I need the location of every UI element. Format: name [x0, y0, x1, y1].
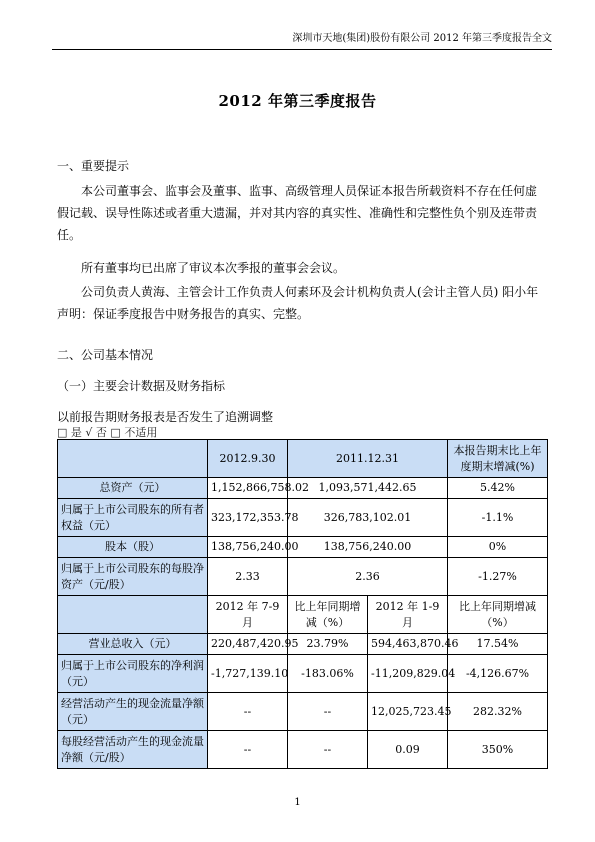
table-cell: 5.42%: [448, 478, 548, 499]
table-row: [58, 731, 548, 769]
table-row: [58, 655, 548, 693]
paragraph-board-guarantee: 本公司董事会、监事会及董事、监事、高级管理人员保证本报告所载资料不存在任何虚假记载、误导性陈述或者重大遗漏，并对其内容的真实性、准确性和完整性负个别及连带责任。: [57, 184, 538, 242]
table-row: [58, 693, 548, 731]
table-cell: 323,172,353.78: [208, 499, 288, 537]
checkbox-yes: □: [57, 426, 68, 439]
table-cell: --: [208, 731, 288, 769]
table-cell: 138,756,240.00: [288, 537, 448, 558]
row-label: 每股经营活动产生的现金流量净额（元/股）: [58, 731, 208, 769]
table-cell: -4,126.67%: [448, 655, 548, 693]
table-cell: 0.09: [368, 731, 448, 769]
table-cell: 2.36: [288, 558, 448, 596]
table-cell: 0%: [448, 537, 548, 558]
header-cell-empty: [58, 440, 208, 478]
table-cell: 1,152,866,758.02: [208, 478, 288, 499]
row-label: 经营活动产生的现金流量净额（元）: [58, 693, 208, 731]
header-cell-2011-12-31: 2011.12.31: [288, 440, 448, 478]
retroactive-adjustment-question: 以前报告期财务报表是否发生了追溯调整: [57, 410, 274, 424]
row-label: 营业总收入（元）: [58, 634, 208, 655]
page-number: 1: [294, 797, 301, 808]
section-heading-company-basics: 二、公司基本情况: [57, 348, 154, 362]
table-cell: -11,209,829.04: [368, 655, 448, 693]
table-cell: -1,727,139.10: [208, 655, 288, 693]
table-cell: 17.54%: [448, 634, 548, 655]
row-label: 归属于上市公司股东的所有者权益（元）: [58, 499, 208, 537]
row-label: 归属于上市公司股东的每股净资产（元/股）: [58, 558, 208, 596]
table-cell: 138,756,240.00: [208, 537, 288, 558]
row-label: 总资产（元）: [58, 478, 208, 499]
table-row: [58, 537, 548, 558]
option-na-label: 不适用: [124, 426, 158, 439]
table-cell: --: [208, 693, 288, 731]
paragraph-responsible-persons: 公司负责人黄海、主管会计工作负责人何素环及会计机构负责人(会计主管人员) 阳小年声明：保证季度报告中财务报告的真实、完整。: [57, 285, 539, 321]
option-yes-label: 是: [70, 426, 82, 439]
row-label: 股本（股）: [58, 537, 208, 558]
header-cell-ytd-change: 比上年同期增减（%）: [448, 596, 548, 634]
table-cell: -1.1%: [448, 499, 548, 537]
row-label: 归属于上市公司股东的净利润（元）: [58, 655, 208, 693]
table-row: [58, 499, 548, 537]
table-cell: 23.79%: [288, 634, 368, 655]
header-cell-ytd-2012: 2012 年 1-9 月: [368, 596, 448, 634]
table-header-row-2: [58, 596, 548, 634]
table-cell: 326,783,102.01: [288, 499, 448, 537]
table-cell: 2.33: [208, 558, 288, 596]
table-cell: 350%: [448, 731, 548, 769]
adjustment-options: [57, 424, 157, 440]
paragraph-directors-attendance: 所有董事均已出席了审议本次季报的董事会会议。: [81, 261, 346, 275]
table-cell: --: [288, 731, 368, 769]
table-row: [58, 558, 548, 596]
table-cell: -1.27%: [448, 558, 548, 596]
section-heading-important-notice: 一、重要提示: [57, 159, 130, 173]
header-cell-empty: [58, 596, 208, 634]
financial-indicators-table: [57, 439, 548, 769]
header-cell-2012-09-30: 2012.9.30: [208, 440, 288, 478]
table-cell: --: [288, 693, 368, 731]
table-cell: -183.06%: [288, 655, 368, 693]
subsection-heading-financial-data: （一）主要会计数据及财务指标: [57, 379, 226, 393]
header-cell-change-vs-year-end: 本报告期末比上年度期末增减(%): [448, 440, 548, 478]
header-cell-q3-2012: 2012 年 7-9 月: [208, 596, 288, 634]
table-cell: 282.32%: [448, 693, 548, 731]
table-row: [58, 634, 548, 655]
option-no-label: 否: [95, 426, 107, 439]
table-row: [58, 478, 548, 499]
running-header: 深圳市天地(集团)股份有限公司 2012 年第三季度报告全文: [52, 33, 552, 50]
table-cell: 594,463,870.46: [368, 634, 448, 655]
table-cell: 220,487,420.95: [208, 634, 288, 655]
page-title: 2012 年第三季度报告: [218, 92, 377, 110]
table-header-row-1: [58, 440, 548, 478]
header-cell-q3-change: 比上年同期增减（%）: [288, 596, 368, 634]
check-mark-icon: √: [85, 426, 93, 439]
checkbox-na: □: [110, 426, 121, 439]
table-cell: 1,093,571,442.65: [288, 478, 448, 499]
table-cell: 12,025,723.45: [368, 693, 448, 731]
